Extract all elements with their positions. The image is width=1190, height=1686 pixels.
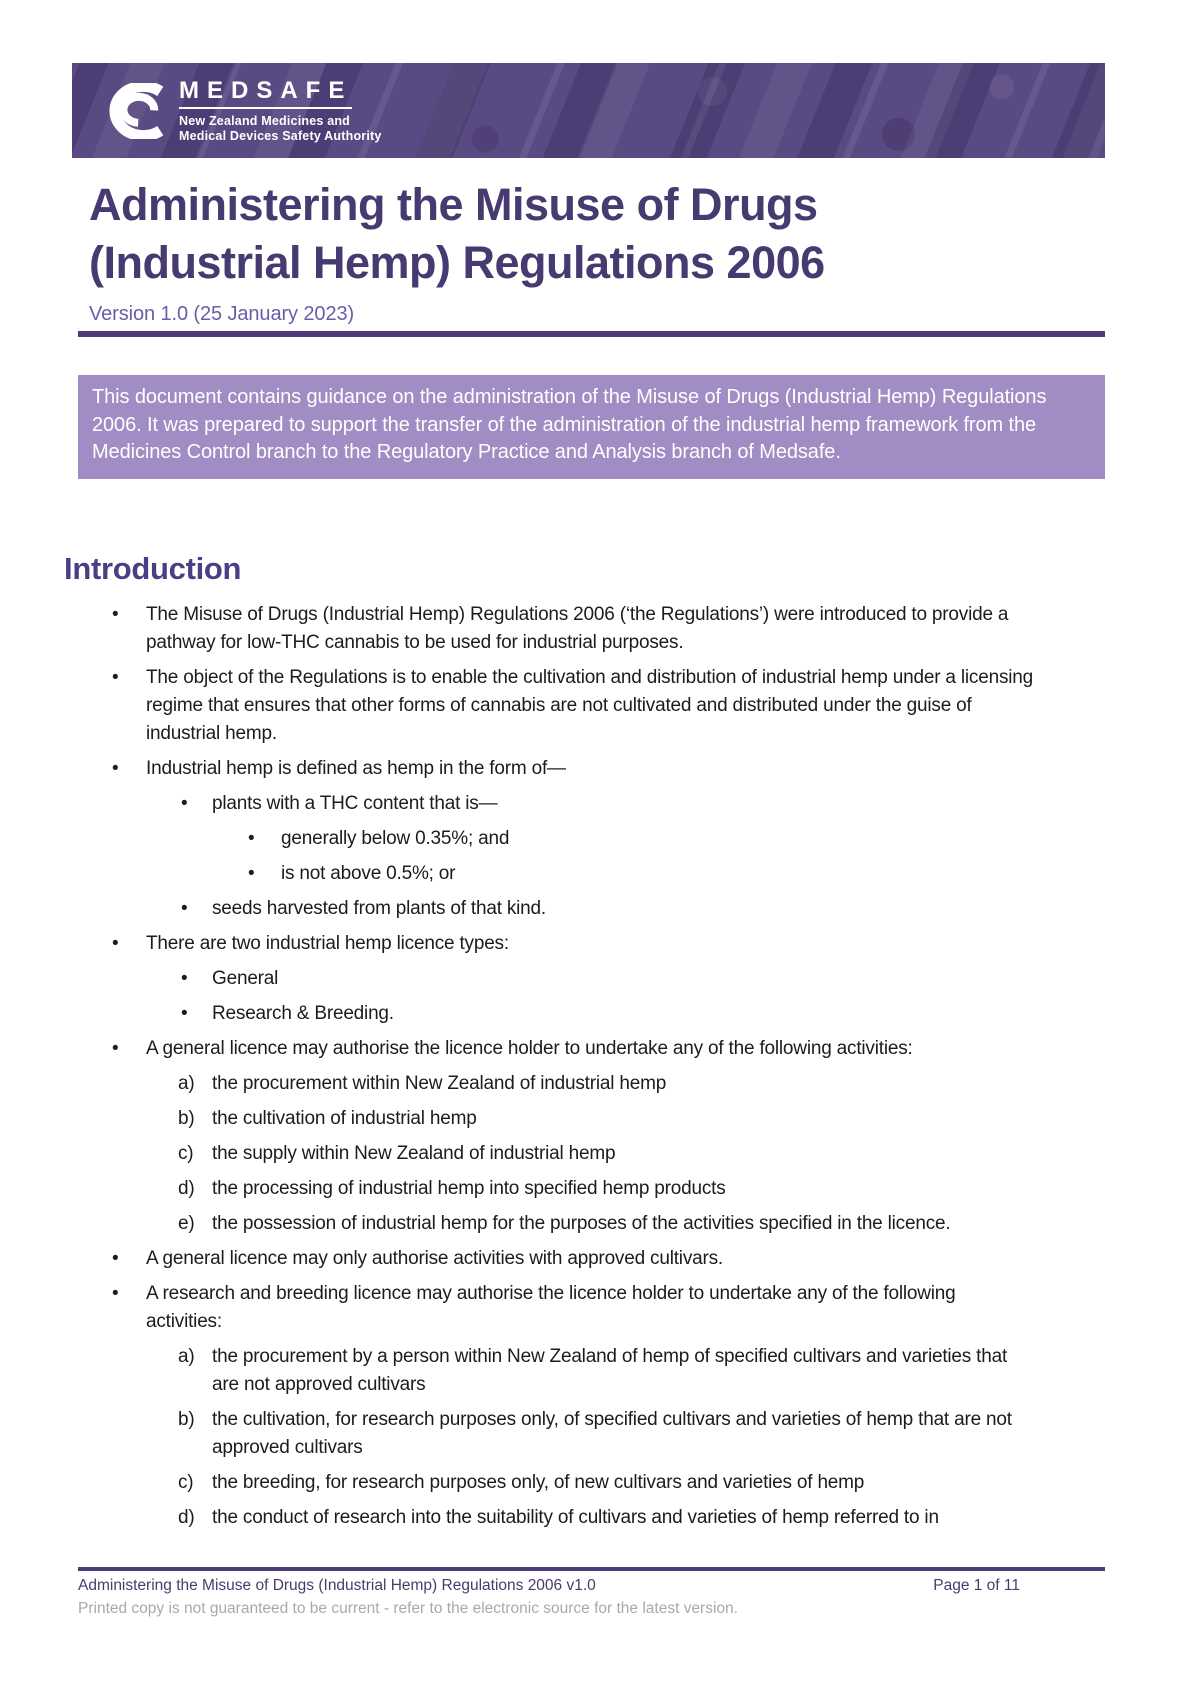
- list-item-text: The object of the Regulations is to enable the cultivation and distribution of industrial hemp under a licensing regime that ensures that other forms of cannabis are not cultivated and distributed under the guise of industrial hemp.: [146, 667, 1033, 744]
- footer: [78, 1576, 1020, 1596]
- lettered-list-item: [64, 1175, 1035, 1203]
- guidance-callout: [78, 375, 1105, 479]
- bullet-marker: •: [112, 667, 119, 688]
- letter-marker: c): [178, 1472, 194, 1493]
- lettered-list-item: [64, 1070, 1035, 1098]
- bullet-list-item: [64, 755, 1035, 783]
- medsafe-logo: [72, 63, 1105, 158]
- bullet-marker: •: [112, 933, 119, 954]
- page-title-line1: Administering the Misuse of Drugs: [89, 179, 818, 230]
- letter-marker: b): [178, 1409, 195, 1430]
- bullet-marker: •: [112, 1038, 119, 1059]
- letter-marker: c): [178, 1143, 194, 1164]
- medsafe-subtitle-line2: Medical Devices Safety Authority: [179, 128, 382, 143]
- medsafe-subtitle-line1: New Zealand Medicines and: [179, 113, 351, 128]
- list-item-text: the procurement by a person within New Zealand of hemp of specified cultivars and varieties that are not approved cultivars: [212, 1346, 1008, 1395]
- bullet-list-item: [64, 1035, 1035, 1063]
- bullet-marker: •: [181, 793, 188, 814]
- list-item-text: A general licence may only authorise activities with approved cultivars.: [146, 1248, 724, 1269]
- bullet-marker: •: [248, 828, 255, 849]
- footer-note: Printed copy is not guaranteed to be current - refer to the electronic source for the latest version.: [78, 1600, 738, 1617]
- bullet-marker: •: [181, 1003, 188, 1024]
- list-item-text: the supply within New Zealand of industrial hemp: [212, 1143, 616, 1164]
- lettered-list-item: [64, 1504, 1035, 1532]
- footer-divider: [78, 1567, 1105, 1571]
- bullet-list-item: [64, 1280, 1035, 1336]
- list-item-text: generally below 0.35%; and: [281, 828, 510, 849]
- bullet-marker: •: [181, 968, 188, 989]
- list-item-text: The Misuse of Drugs (Industrial Hemp) Regulations 2006 (‘the Regulations’) were introduced to provide a pathway for low-THC cannabis to be used for industrial purposes.: [146, 604, 1009, 653]
- list-item-text: the conduct of research into the suitability of cultivars and varieties of hemp referred to in: [212, 1507, 939, 1528]
- bullet-list-item: [64, 895, 1035, 923]
- footer-doc-ref: Administering the Misuse of Drugs (Industrial Hemp) Regulations 2006 v1.0: [78, 1577, 596, 1594]
- medsafe-header-banner: [72, 63, 1105, 158]
- letter-marker: a): [178, 1346, 195, 1367]
- medsafe-koru-icon: [100, 83, 164, 139]
- letter-marker: b): [178, 1108, 195, 1129]
- letter-marker: d): [178, 1507, 195, 1528]
- lettered-list-item: [64, 1210, 1035, 1238]
- bullet-marker: •: [181, 898, 188, 919]
- list-item-text: is not above 0.5%; or: [281, 863, 456, 884]
- list-item-text: General: [212, 968, 279, 989]
- lettered-list-item: [64, 1343, 1035, 1399]
- header-divider: [78, 331, 1105, 337]
- bullet-list-item: [64, 825, 1035, 853]
- list-item-text: A research and breeding licence may authorise the licence holder to undertake any of the following activities:: [146, 1283, 956, 1332]
- lettered-list-item: [64, 1105, 1035, 1133]
- bullet-list-item: [64, 965, 1035, 993]
- list-item-text: Industrial hemp is defined as hemp in the form of—: [146, 758, 566, 779]
- lettered-list-item: [64, 1469, 1035, 1497]
- list-item-text: seeds harvested from plants of that kind.: [212, 898, 546, 919]
- guidance-callout-text: This document contains guidance on the administration of the Misuse of Drugs (Industrial Hemp) Regulations 2006. It was prepared to support the transfer of the administration of the industrial hemp framework from the Medicines Control branch to the Regulatory Practice and Analysis branch of Medsafe.: [92, 386, 1047, 463]
- bullet-list-item: [64, 601, 1035, 657]
- introduction-list: [64, 601, 1035, 1532]
- page-title: [89, 176, 1099, 292]
- list-item-text: A general licence may authorise the licence holder to undertake any of the following activities:: [146, 1038, 913, 1059]
- bullet-list-item: [64, 790, 1035, 818]
- lettered-list-item: [64, 1140, 1035, 1168]
- bullet-list-item: [64, 1245, 1035, 1273]
- list-item-text: the processing of industrial hemp into specified hemp products: [212, 1178, 726, 1199]
- bullet-list-item: [64, 930, 1035, 958]
- list-item-text: plants with a THC content that is—: [212, 793, 498, 814]
- letter-marker: d): [178, 1178, 195, 1199]
- bullet-marker: •: [248, 863, 255, 884]
- list-item-text: Research & Breeding.: [212, 1003, 394, 1024]
- bullet-list-item: [64, 664, 1035, 748]
- letter-marker: a): [178, 1073, 195, 1094]
- bullet-marker: •: [112, 758, 119, 779]
- lettered-list-item: [64, 1406, 1035, 1462]
- medsafe-brand-name: MEDSAFE: [179, 78, 352, 109]
- page-title-line2: (Industrial Hemp) Regulations 2006: [89, 237, 825, 288]
- medsafe-subtitle: [179, 114, 382, 144]
- list-item-text: the cultivation of industrial hemp: [212, 1108, 477, 1129]
- letter-marker: e): [178, 1213, 195, 1234]
- list-item-text: the procurement within New Zealand of industrial hemp: [212, 1073, 667, 1094]
- list-item-text: the breeding, for research purposes only, of new cultivars and varieties of hemp: [212, 1472, 865, 1493]
- bullet-marker: •: [112, 1248, 119, 1269]
- bullet-marker: •: [112, 1283, 119, 1304]
- list-item-text: the cultivation, for research purposes only, of specified cultivars and varieties of hemp that are not approved cultivars: [212, 1409, 1012, 1458]
- title-block: [89, 176, 1099, 326]
- medsafe-logo-text: [179, 78, 382, 144]
- list-item-text: the possession of industrial hemp for the purposes of the activities specified in the licence.: [212, 1213, 951, 1234]
- bullet-list-item: [64, 1000, 1035, 1028]
- list-item-text: There are two industrial hemp licence types:: [146, 933, 509, 954]
- bullet-list-item: [64, 860, 1035, 888]
- bullet-marker: •: [112, 604, 119, 625]
- introduction-heading: Introduction: [64, 551, 242, 586]
- footer-page-number: Page 1 of 11: [933, 1577, 1020, 1594]
- introduction-section: [64, 549, 1035, 1539]
- version-label: Version 1.0 (25 January 2023): [89, 303, 355, 325]
